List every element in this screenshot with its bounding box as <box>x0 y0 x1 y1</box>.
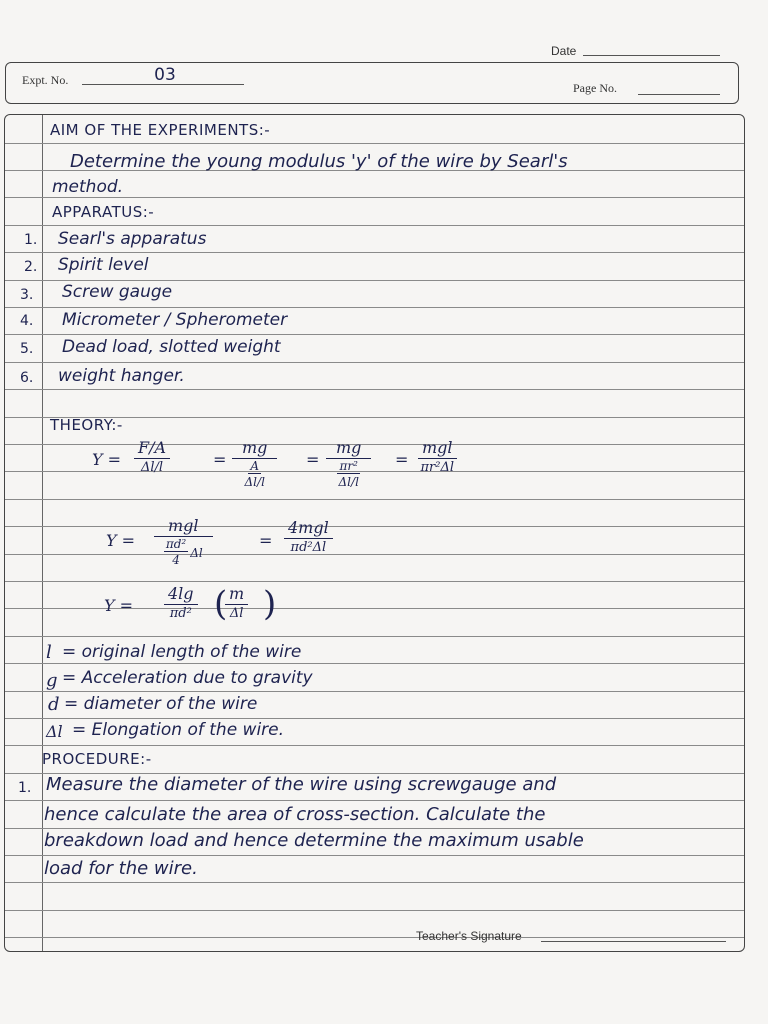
ruled-line <box>5 910 744 911</box>
eq2-inner-fraction <box>164 537 188 567</box>
apparatus-item-4: Micrometer / Spherometer <box>62 310 288 330</box>
eq2-fraction-2-denominator: πd²Δl <box>290 540 327 555</box>
eq1-equals-c: = <box>395 450 409 469</box>
page-no-label: Page No. <box>573 81 617 95</box>
apparatus-item-4-num: 4. <box>20 313 34 329</box>
expt-no-label: Expt. No. <box>22 73 69 87</box>
eq1-fraction-3-den-top: πr² <box>339 459 358 473</box>
eq2-fraction-1 <box>154 516 213 567</box>
apparatus-item-2-num: 2. <box>24 259 38 275</box>
def-l-text: = original length of the wire <box>62 642 302 662</box>
eq3-right-paren: ) <box>263 584 277 624</box>
expt-no-value: 03 <box>154 65 176 85</box>
eq1-fraction-1-numerator: F/A <box>134 438 170 459</box>
ruled-line <box>5 471 744 472</box>
ruled-line <box>5 225 744 226</box>
teacher-signature-line <box>541 941 726 942</box>
aim-line-1: Determine the young modulus 'y' of the wire by Searl's <box>70 151 568 172</box>
ruled-line <box>5 143 744 144</box>
eq1-fraction-1-denominator: Δl/l <box>140 460 164 475</box>
procedure-line-2: hence calculate the area of cross-section. Calculate the <box>44 804 546 825</box>
eq3-fraction-1-denominator: πd² <box>169 606 192 621</box>
eq3-lhs: Y = <box>104 596 134 615</box>
eq3-fraction-2-numerator: m <box>225 584 248 605</box>
eq2-fraction-1-numerator: mgl <box>154 516 213 537</box>
eq1-lhs: Y = <box>92 450 122 469</box>
eq1-fraction-3-numerator: mg <box>326 438 371 459</box>
aim-heading: AIM OF THE EXPERIMENTS:- <box>50 121 271 139</box>
eq1-fraction-2-den-bottom: Δl/l <box>244 475 265 489</box>
eq1-fraction-4-denominator: πr²Δl <box>420 460 455 475</box>
ruled-line <box>5 499 744 500</box>
ruled-line <box>5 745 744 746</box>
eq1-fraction-2 <box>232 438 277 489</box>
ruled-line <box>5 828 744 829</box>
ruled-line <box>5 691 744 692</box>
eq1-fraction-4-numerator: mgl <box>418 438 457 459</box>
date-underline <box>583 55 720 56</box>
apparatus-item-1: Searl's apparatus <box>58 229 207 249</box>
apparatus-item-6-num: 6. <box>20 370 34 386</box>
ruled-line <box>5 663 744 664</box>
eq1-equals-b: = <box>306 450 320 469</box>
ruled-line <box>5 526 744 527</box>
apparatus-item-5: Dead load, slotted weight <box>62 337 281 357</box>
margin-line <box>42 115 43 951</box>
ruled-line <box>5 334 744 335</box>
ruled-line <box>5 800 744 801</box>
ruled-line <box>5 444 744 445</box>
def-delta-l-text: = Elongation of the wire. <box>72 720 285 740</box>
eq1-fraction-2-den-top: A <box>250 459 260 473</box>
apparatus-item-6: weight hanger. <box>58 366 185 386</box>
eq3-fraction-1 <box>164 584 198 621</box>
ruled-line <box>5 554 744 555</box>
ruled-line <box>5 636 744 637</box>
apparatus-item-1-num: 1. <box>24 232 38 248</box>
ruled-line <box>5 280 744 281</box>
eq2-inner-num: πd² <box>165 537 187 551</box>
ruled-line <box>5 855 744 856</box>
ruled-line <box>5 937 744 938</box>
procedure-line-4: load for the wire. <box>44 858 198 879</box>
ruled-line <box>5 718 744 719</box>
eq1-fraction-3 <box>326 438 371 489</box>
eq2-inner-den: 4 <box>172 553 180 567</box>
eq3-left-paren: ( <box>214 584 228 624</box>
ruled-line <box>5 389 744 390</box>
ruled-line <box>5 197 744 198</box>
date-label: Date <box>551 44 577 58</box>
eq2-delta-l: Δl <box>190 545 203 560</box>
ruled-line <box>5 252 744 253</box>
eq2-fraction-2-numerator: 4mgl <box>284 518 333 539</box>
theory-heading: THEORY:- <box>50 416 123 434</box>
eq3-fraction-2-denominator: Δl <box>229 606 244 621</box>
eq1-fraction-1 <box>134 438 170 475</box>
ruled-line <box>5 307 744 308</box>
apparatus-item-3-num: 3. <box>20 287 34 303</box>
page-no-underline <box>638 94 720 95</box>
procedure-heading: PROCEDURE:- <box>42 750 152 768</box>
procedure-step-1-num: 1. <box>18 780 32 796</box>
procedure-line-3: breakdown load and hence determine the maximum usable <box>44 830 584 851</box>
eq2-equals: = <box>259 531 273 550</box>
eq1-fraction-3-den-bottom: Δl/l <box>338 475 359 489</box>
eq2-fraction-1-denominator <box>164 537 203 567</box>
aim-line-2: method. <box>52 177 124 197</box>
apparatus-item-3: Screw gauge <box>62 282 173 302</box>
eq3-fraction-2 <box>225 584 248 621</box>
eq1-fraction-4 <box>418 438 457 475</box>
eq1-fraction-2-numerator: mg <box>232 438 277 459</box>
apparatus-heading: APPARATUS:- <box>52 203 155 221</box>
eq3-fraction-1-numerator: 4lg <box>164 584 198 605</box>
apparatus-item-5-num: 5. <box>20 341 34 357</box>
eq1-equals-a: = <box>213 450 227 469</box>
def-d-text: = diameter of the wire <box>64 694 258 714</box>
teacher-signature-label: Teacher's Signature <box>416 929 522 943</box>
def-g-symbol: g <box>46 670 58 691</box>
eq2-fraction-2 <box>284 518 333 555</box>
ruled-line <box>5 362 744 363</box>
eq2-lhs: Y = <box>106 531 136 550</box>
ruled-line <box>5 581 744 582</box>
procedure-line-1: Measure the diameter of the wire using screwgauge and <box>46 774 557 795</box>
def-delta-l-symbol: Δl <box>46 722 63 741</box>
ruled-line <box>5 882 744 883</box>
def-d-symbol: d <box>48 694 60 715</box>
def-g-text: = Acceleration due to gravity <box>62 668 313 688</box>
expt-no-underline <box>82 84 244 85</box>
def-l-symbol: l <box>46 642 52 663</box>
apparatus-item-2: Spirit level <box>58 255 149 275</box>
